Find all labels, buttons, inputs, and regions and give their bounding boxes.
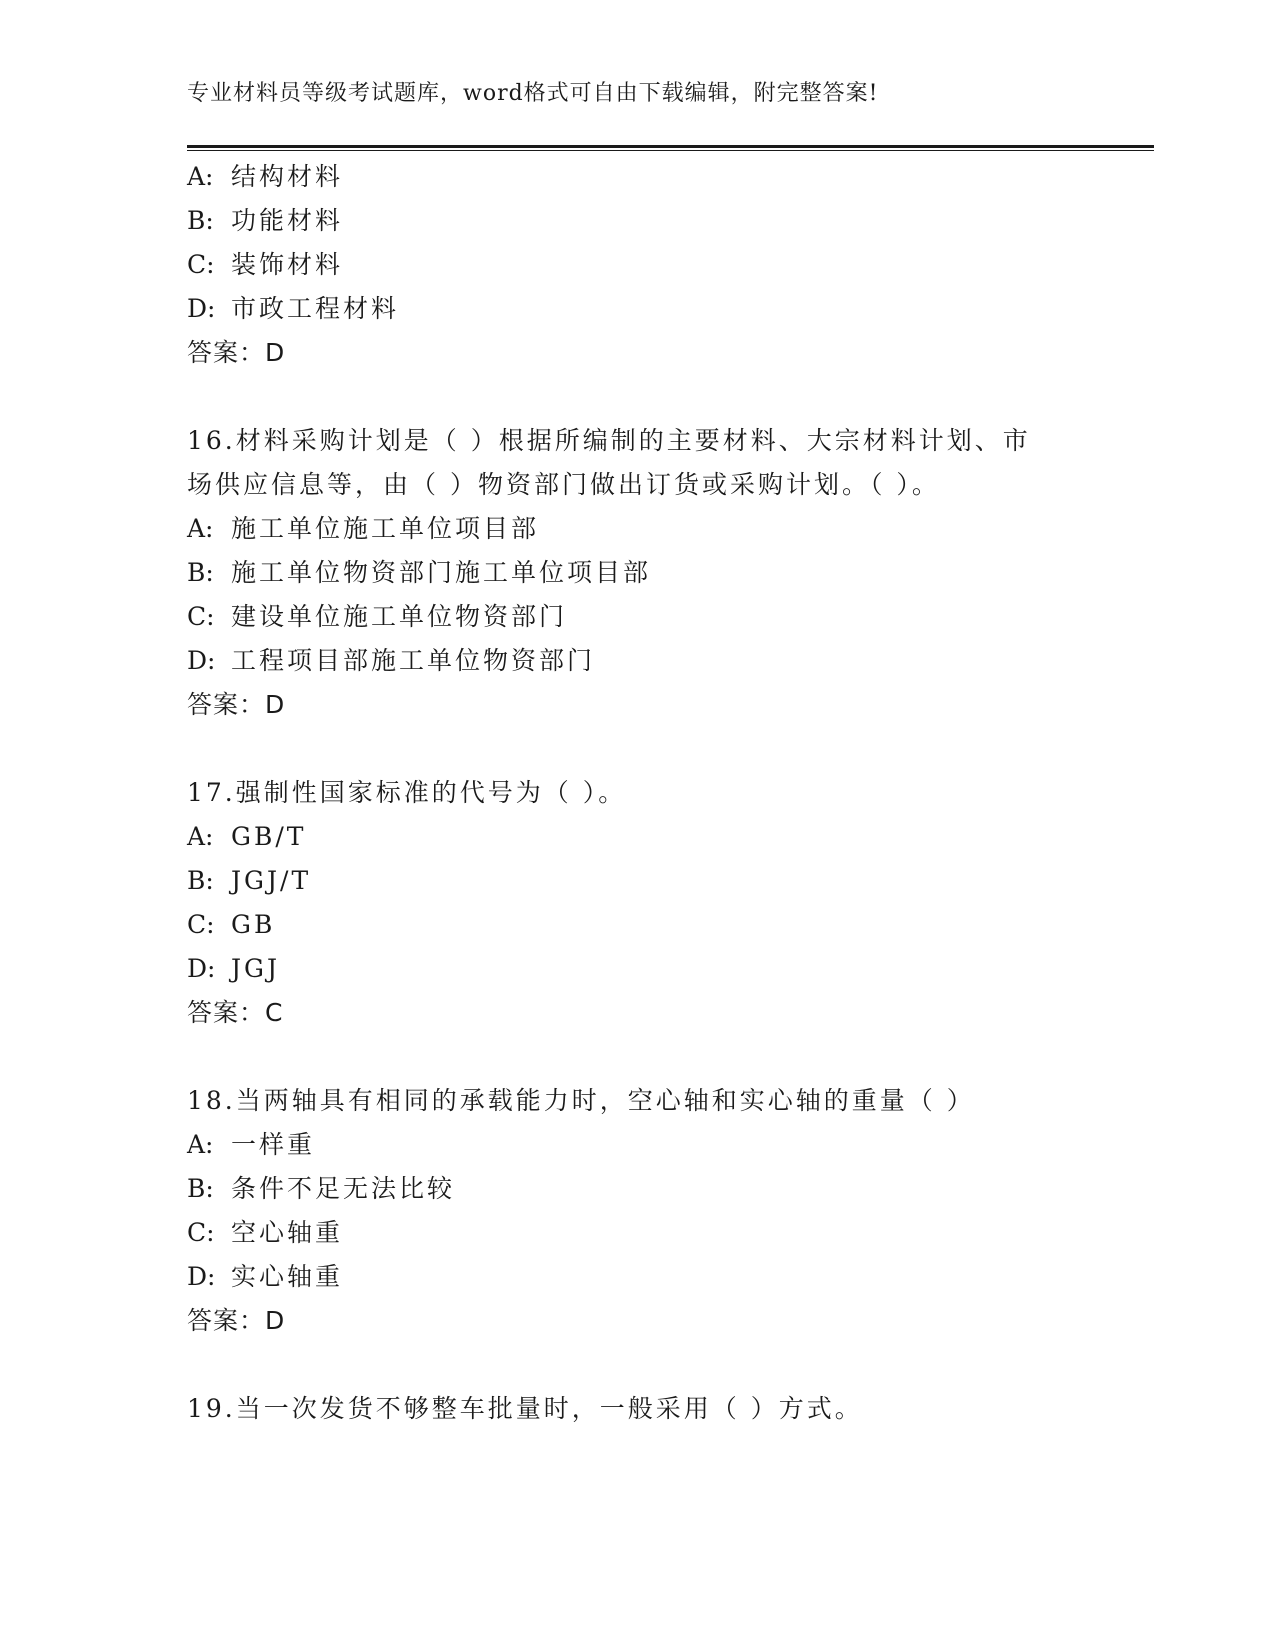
q18-option-a: [187, 1130, 315, 1160]
q16-option-d: [187, 646, 595, 676]
header-rule-thin: [187, 150, 1154, 151]
option-key: D:: [187, 294, 216, 323]
option-text: 一样重: [231, 1130, 316, 1159]
q18-answer: 答案：D: [187, 1306, 286, 1335]
q16-answer: 答案：D: [187, 690, 286, 719]
option-text: 施工单位施工单位项目部: [231, 514, 540, 543]
option-text: GB/T: [231, 822, 307, 851]
q18-option-c: [187, 1218, 343, 1248]
option-key: C:: [187, 910, 215, 939]
option-text: 结构材料: [231, 162, 344, 191]
q18-stem: 18.当两轴具有相同的承载能力时，空心轴和实心轴的重量（ ）: [187, 1086, 975, 1115]
q17-option-b: [187, 866, 311, 896]
option-key: B:: [187, 206, 214, 235]
option-key: D:: [187, 954, 216, 983]
q18-option-d: [187, 1262, 343, 1292]
q16-option-b: [187, 558, 651, 588]
option-text: JGJ/T: [231, 866, 312, 895]
option-key: A:: [187, 514, 214, 543]
option-key: D:: [187, 1262, 216, 1291]
option-text: JGJ: [231, 954, 281, 983]
option-key: A:: [187, 822, 214, 851]
q15-option-a: [187, 162, 343, 192]
option-key: D:: [187, 646, 216, 675]
option-text: 市政工程材料: [231, 294, 400, 323]
q15-option-c: [187, 250, 343, 280]
option-key: C:: [187, 1218, 215, 1247]
q16-stem-line2: 场供应信息等，由（ ）物资部门做出订货或采购计划。（ ）。: [187, 470, 940, 499]
option-key: A:: [187, 1130, 214, 1159]
header-rule-thick: [187, 145, 1154, 148]
q17-option-c: [187, 910, 275, 940]
q17-answer: 答案：C: [187, 998, 284, 1027]
page-header: 专业材料员等级考试题库，word格式可自由下载编辑，附完整答案!: [187, 81, 879, 106]
option-text: 实心轴重: [231, 1262, 344, 1291]
q18-option-b: [187, 1174, 455, 1204]
q19-stem: 19.当一次发货不够整车批量时，一般采用（ ）方式。: [187, 1394, 863, 1423]
option-key: B:: [187, 558, 214, 587]
option-key: B:: [187, 866, 214, 895]
option-key: C:: [187, 250, 215, 279]
option-text: 空心轴重: [231, 1218, 344, 1247]
q15-option-b: [187, 206, 343, 236]
option-text: 施工单位物资部门施工单位项目部: [231, 558, 652, 587]
q17-stem: 17.强制性国家标准的代号为（ ）。: [187, 778, 627, 807]
option-text: 工程项目部施工单位物资部门: [231, 646, 596, 675]
option-text: 功能材料: [231, 206, 344, 235]
q16-option-a: [187, 514, 539, 544]
option-key: A:: [187, 162, 214, 191]
option-key: C:: [187, 602, 215, 631]
option-text: 建设单位施工单位物资部门: [231, 602, 568, 631]
q15-option-d: [187, 294, 399, 324]
q16-option-c: [187, 602, 567, 632]
q16-stem-line1: 16.材料采购计划是（ ）根据所编制的主要材料、大宗材料计划、市: [187, 426, 1031, 455]
q17-option-d: [187, 954, 280, 984]
q17-option-a: [187, 822, 306, 852]
option-text: 装饰材料: [231, 250, 344, 279]
option-text: GB: [231, 910, 276, 939]
option-text: 条件不足无法比较: [231, 1174, 456, 1203]
q15-answer: 答案：D: [187, 338, 286, 367]
option-key: B:: [187, 1174, 214, 1203]
